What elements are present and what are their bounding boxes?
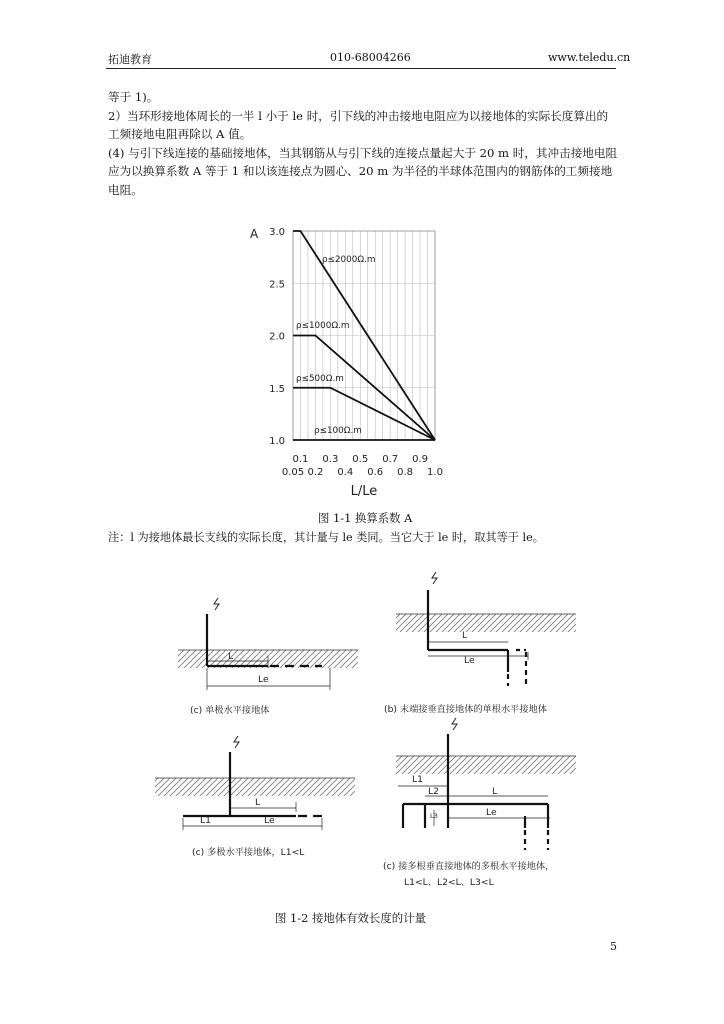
- diagram-b: [396, 572, 576, 686]
- diagram-c-caption: (c) 多极水平接地体，L1<L: [192, 847, 305, 858]
- diagram-c-label-Le: Le: [264, 815, 275, 826]
- diagram-c-label-L: L: [255, 797, 261, 808]
- x-tick-label-top: 0.7: [382, 454, 399, 465]
- diagram-d-caption-line1: (c) 接多根垂直接地体的多根水平接地体，: [383, 861, 555, 872]
- lightning-icon: [452, 718, 457, 730]
- diagram-b-label-L: L: [462, 630, 468, 641]
- diagram-d: [396, 718, 576, 850]
- header-url: www.teledu.cn: [548, 51, 631, 64]
- x-tick-label-bottom: 0.4: [337, 467, 354, 478]
- figure2-caption: 图 1-2 接地体有效长度的计量: [275, 911, 426, 925]
- diagram-d-label-L: L: [492, 786, 498, 797]
- header-rule: [106, 68, 616, 69]
- lightning-icon: [432, 572, 437, 584]
- x-tick-label-bottom: 0.6: [367, 467, 384, 478]
- x-tick-label-top: 0.1: [292, 454, 309, 465]
- ground-hatch: [155, 778, 355, 796]
- diagram-d-label-L1: L1: [412, 774, 423, 785]
- diagram-a-caption: (c) 单极水平接地体: [190, 705, 270, 716]
- y-tick-label: 1.5: [269, 383, 285, 395]
- x-tick-label-bottom: 0.05: [281, 467, 305, 478]
- y-axis-label: A: [250, 227, 259, 241]
- y-tick-label: 1.0: [269, 436, 285, 447]
- x-tick-label-top: 0.5: [352, 454, 369, 465]
- header-left: 拓迪教育: [108, 53, 152, 66]
- conversion-factor-chart: [240, 218, 490, 508]
- diagram-d-label-L2: L2: [428, 786, 439, 797]
- paragraph-3: (4) 与引下线连接的基础接地体，当其钢筋从与引下线的连接点量起大于 20 m 时，其冲击接地电阻应为以换算系数 A 等于 1 和以该连接点为圆心、20 m 为半径的半球体范围内的钢筋体的工频接地电阻。: [108, 145, 618, 197]
- lightning-icon: [214, 598, 219, 610]
- diagram-a-label-Le: Le: [258, 674, 269, 685]
- body-text: [108, 88, 618, 200]
- figure1-caption: 图 1-1 换算系数 A: [318, 511, 413, 525]
- x-tick-label-bottom: 1.0: [427, 467, 443, 478]
- ground-hatch: [396, 614, 576, 632]
- series-label-2: ρ≤500Ω.m: [296, 374, 344, 384]
- x-tick-label-top: 0.9: [412, 454, 429, 465]
- diagram-b-caption: (b) 末端接垂直接地体的单根水平接地体: [384, 704, 547, 715]
- series-label-3: ρ≤100Ω.m: [314, 426, 362, 436]
- diagram-c: [155, 736, 355, 830]
- diagram-d-label-Le: Le: [486, 807, 497, 818]
- diagram-d-label-L3: L3: [430, 812, 438, 820]
- page-number: 5: [610, 940, 617, 953]
- diagram-b-label-Le: Le: [464, 655, 475, 666]
- y-tick-label: 2.5: [269, 279, 285, 291]
- x-tick-label-bottom: 0.8: [397, 467, 414, 478]
- header-phone: 010-68004266: [330, 51, 411, 64]
- diagram-c-label-L1: L1: [200, 815, 211, 826]
- series-label-0: ρ≤2000Ω.m: [322, 255, 376, 265]
- paragraph-1: 等于 1)。: [108, 90, 159, 104]
- y-tick-label: 2.0: [269, 331, 285, 343]
- x-tick-label-bottom: 0.2: [307, 467, 324, 478]
- grounding-diagrams: [0, 560, 724, 900]
- paragraph-2: 2）当环形接地体周长的一半 l 小于 le 时，引下线的冲击接地电阻应为以接地体的实际长度算出的工频接地电阻再除以 A 值。: [108, 108, 609, 142]
- series-label-1: ρ≤1000Ω.m: [296, 321, 350, 331]
- lightning-icon: [234, 736, 239, 748]
- note-text: 注：l 为接地体最长支线的实际长度，其计量与 le 类同。当它大于 le 时，取其等于 le。: [108, 531, 544, 544]
- x-axis-label: L/Le: [350, 484, 378, 499]
- diagram-a-label-L: L: [228, 651, 234, 662]
- x-tick-label-top: 0.3: [322, 454, 339, 465]
- diagram-d-caption-line2: L1<L、L2<L、L3<L: [404, 877, 494, 888]
- y-tick-label: 3.0: [269, 227, 285, 238]
- ground-hatch: [396, 756, 576, 774]
